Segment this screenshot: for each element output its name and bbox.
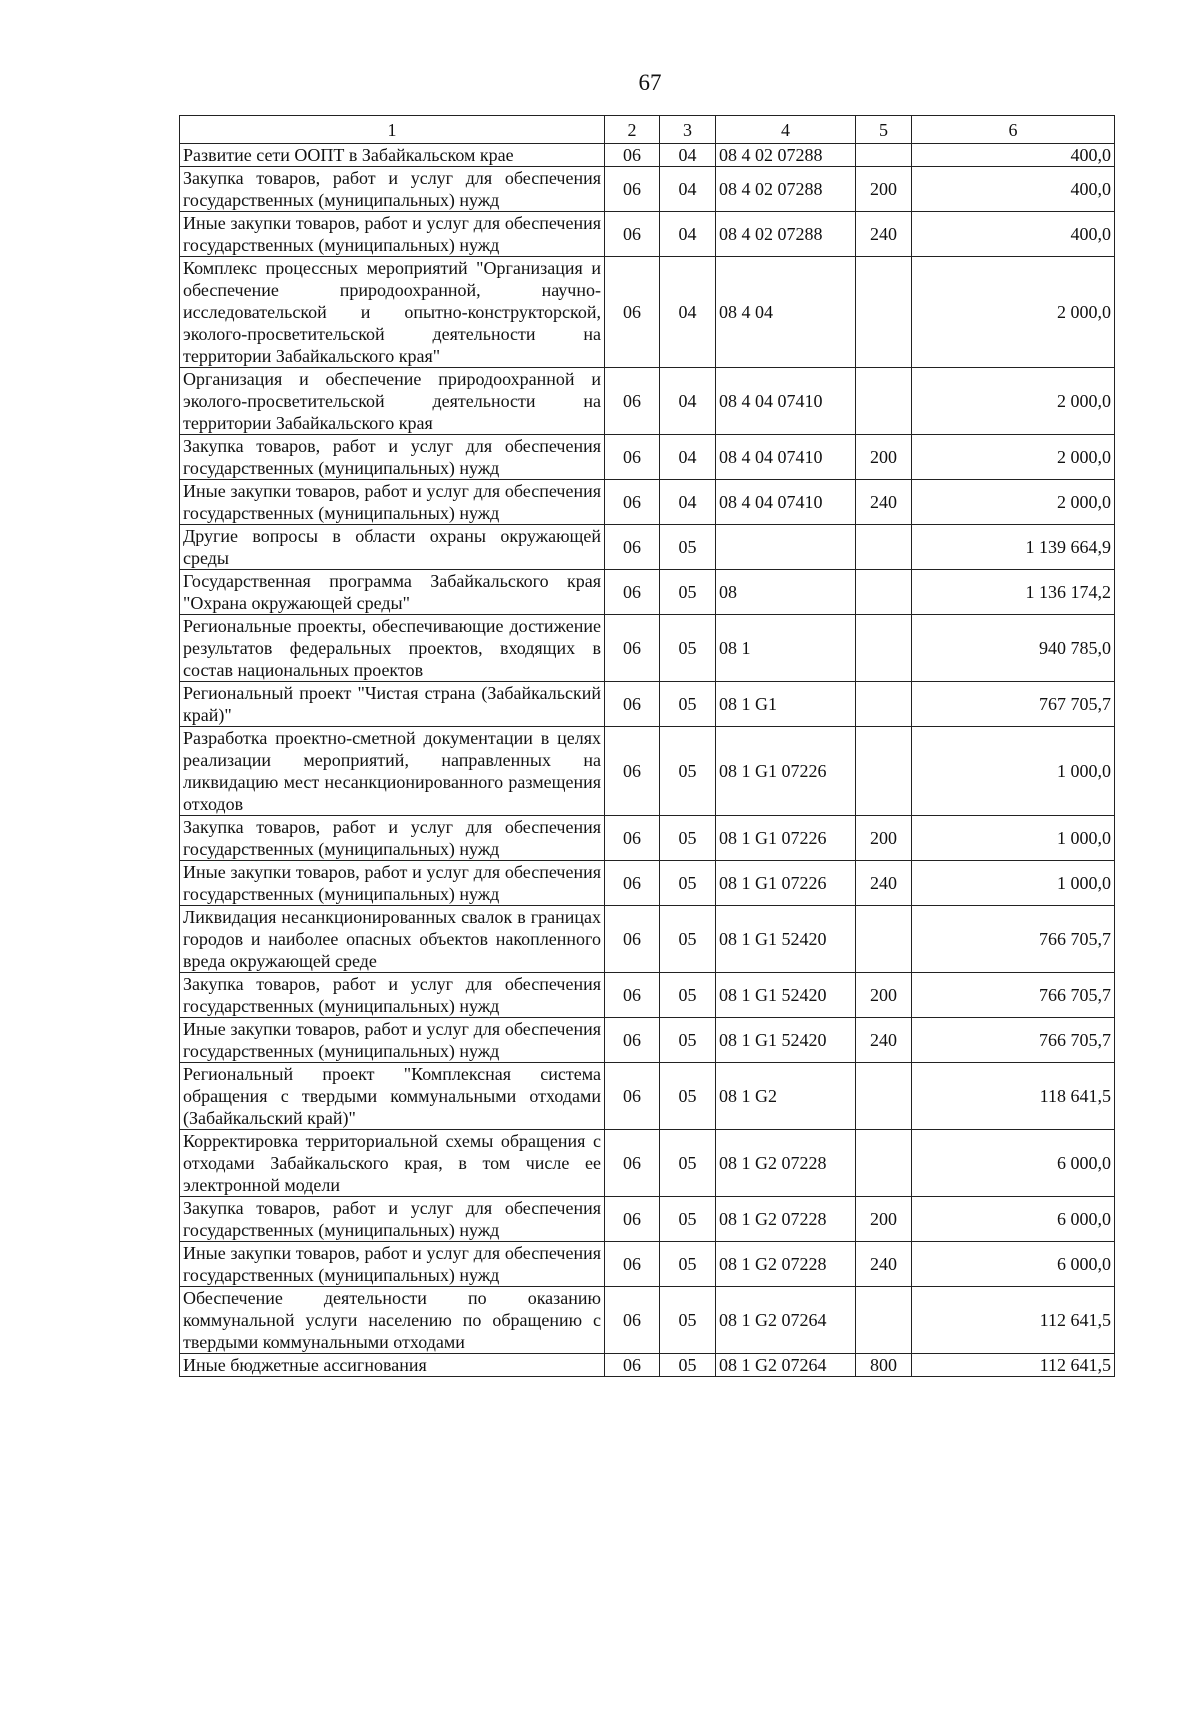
section-code: 06 — [605, 167, 660, 212]
section-code: 06 — [605, 480, 660, 525]
expense-type: 240 — [856, 1242, 912, 1287]
item-name: Закупка товаров, работ и услуг для обеспечения государственных (муниципальных) нужд — [180, 435, 605, 480]
item-name: Закупка товаров, работ и услуг для обеспечения государственных (муниципальных) нужд — [180, 167, 605, 212]
item-name: Иные закупки товаров, работ и услуг для обеспечения государственных (муниципальных) нужд — [180, 212, 605, 257]
target-article: 08 4 02 07288 — [716, 144, 856, 167]
subsection-code: 05 — [660, 861, 716, 906]
item-name: Комплекс процессных мероприятий "Организация и обеспечение природоохранной, научно-исследовательской и опытно-конструкторской, эколого-просветительской деятельности на территории Забайкальского края" — [180, 257, 605, 368]
expense-type: 200 — [856, 435, 912, 480]
budget-table — [179, 115, 1115, 1377]
subsection-code: 05 — [660, 1130, 716, 1197]
amount: 766 705,7 — [912, 973, 1115, 1018]
expense-type — [856, 682, 912, 727]
table-row — [180, 861, 1115, 906]
expense-type: 240 — [856, 480, 912, 525]
amount: 1 139 664,9 — [912, 525, 1115, 570]
item-name: Региональный проект "Комплексная система обращения с твердыми коммунальными отходами (Забайкальский край)" — [180, 1063, 605, 1130]
section-code: 06 — [605, 435, 660, 480]
amount: 766 705,7 — [912, 1018, 1115, 1063]
expense-type — [856, 257, 912, 368]
subsection-code: 05 — [660, 1242, 716, 1287]
expense-type: 200 — [856, 816, 912, 861]
target-article: 08 1 G1 07226 — [716, 727, 856, 816]
subsection-code: 04 — [660, 167, 716, 212]
target-article: 08 4 04 — [716, 257, 856, 368]
item-name: Корректировка территориальной схемы обращения с отходами Забайкальского края, в том числе ее электронной модели — [180, 1130, 605, 1197]
subsection-code: 05 — [660, 1018, 716, 1063]
column-header: 6 — [912, 116, 1115, 144]
subsection-code: 05 — [660, 816, 716, 861]
amount: 1 000,0 — [912, 727, 1115, 816]
expense-type — [856, 1063, 912, 1130]
subsection-code: 04 — [660, 212, 716, 257]
subsection-code: 05 — [660, 1287, 716, 1354]
expense-type — [856, 1130, 912, 1197]
expense-type: 200 — [856, 167, 912, 212]
table-row — [180, 1130, 1115, 1197]
amount: 766 705,7 — [912, 906, 1115, 973]
amount: 1 000,0 — [912, 816, 1115, 861]
column-header: 2 — [605, 116, 660, 144]
subsection-code: 04 — [660, 144, 716, 167]
item-name: Организация и обеспечение природоохранной и эколого-просветительской деятельности на территории Забайкальского края — [180, 368, 605, 435]
expense-type — [856, 727, 912, 816]
subsection-code: 04 — [660, 368, 716, 435]
target-article: 08 4 04 07410 — [716, 480, 856, 525]
target-article: 08 4 04 07410 — [716, 368, 856, 435]
table-row — [180, 816, 1115, 861]
table-row — [180, 435, 1115, 480]
amount: 6 000,0 — [912, 1130, 1115, 1197]
item-name: Иные закупки товаров, работ и услуг для обеспечения государственных (муниципальных) нужд — [180, 1242, 605, 1287]
table-row — [180, 615, 1115, 682]
column-header: 3 — [660, 116, 716, 144]
amount: 400,0 — [912, 144, 1115, 167]
target-article: 08 1 — [716, 615, 856, 682]
expense-type — [856, 615, 912, 682]
section-code: 06 — [605, 861, 660, 906]
section-code: 06 — [605, 212, 660, 257]
expense-type: 240 — [856, 212, 912, 257]
column-header: 5 — [856, 116, 912, 144]
item-name: Государственная программа Забайкальского края "Охрана окружающей среды" — [180, 570, 605, 615]
item-name: Региональные проекты, обеспечивающие достижение результатов федеральных проектов, входящих в состав национальных проектов — [180, 615, 605, 682]
amount: 2 000,0 — [912, 368, 1115, 435]
expense-type: 240 — [856, 861, 912, 906]
table-row — [180, 1242, 1115, 1287]
table-row — [180, 1197, 1115, 1242]
table-row — [180, 570, 1115, 615]
section-code: 06 — [605, 1197, 660, 1242]
amount: 940 785,0 — [912, 615, 1115, 682]
section-code: 06 — [605, 906, 660, 973]
table-row — [180, 973, 1115, 1018]
target-article: 08 1 G2 07228 — [716, 1130, 856, 1197]
subsection-code: 05 — [660, 1063, 716, 1130]
table-row — [180, 1018, 1115, 1063]
expense-type: 200 — [856, 973, 912, 1018]
table-row — [180, 368, 1115, 435]
section-code: 06 — [605, 144, 660, 167]
table-row — [180, 525, 1115, 570]
section-code: 06 — [605, 1063, 660, 1130]
target-article: 08 1 G2 07228 — [716, 1197, 856, 1242]
target-article: 08 1 G1 — [716, 682, 856, 727]
target-article: 08 1 G2 — [716, 1063, 856, 1130]
amount: 767 705,7 — [912, 682, 1115, 727]
expense-type — [856, 570, 912, 615]
amount: 1 136 174,2 — [912, 570, 1115, 615]
page-number: 67 — [638, 70, 662, 95]
expense-type: 200 — [856, 1197, 912, 1242]
expense-type: 800 — [856, 1354, 912, 1377]
header-row — [180, 116, 1115, 144]
target-article: 08 1 G2 07228 — [716, 1242, 856, 1287]
section-code: 06 — [605, 816, 660, 861]
expense-type — [856, 368, 912, 435]
expense-type: 240 — [856, 1018, 912, 1063]
item-name: Закупка товаров, работ и услуг для обеспечения государственных (муниципальных) нужд — [180, 973, 605, 1018]
item-name: Закупка товаров, работ и услуг для обеспечения государственных (муниципальных) нужд — [180, 816, 605, 861]
amount: 400,0 — [912, 167, 1115, 212]
item-name: Иные закупки товаров, работ и услуг для обеспечения государственных (муниципальных) нужд — [180, 861, 605, 906]
table-row — [180, 144, 1115, 167]
item-name: Иные закупки товаров, работ и услуг для обеспечения государственных (муниципальных) нужд — [180, 1018, 605, 1063]
amount: 6 000,0 — [912, 1197, 1115, 1242]
table-row — [180, 682, 1115, 727]
subsection-code: 05 — [660, 525, 716, 570]
subsection-code: 05 — [660, 727, 716, 816]
item-name: Иные закупки товаров, работ и услуг для обеспечения государственных (муниципальных) нужд — [180, 480, 605, 525]
amount: 2 000,0 — [912, 480, 1115, 525]
item-name: Обеспечение деятельности по оказанию коммунальной услуги населению по обращению с твердыми коммунальными отходами — [180, 1287, 605, 1354]
target-article: 08 1 G2 07264 — [716, 1354, 856, 1377]
section-code: 06 — [605, 1354, 660, 1377]
item-name: Иные бюджетные ассигнования — [180, 1354, 605, 1377]
section-code: 06 — [605, 1018, 660, 1063]
table-row — [180, 727, 1115, 816]
table-row — [180, 257, 1115, 368]
subsection-code: 05 — [660, 682, 716, 727]
target-article: 08 1 G1 52420 — [716, 906, 856, 973]
amount: 400,0 — [912, 212, 1115, 257]
expense-type — [856, 906, 912, 973]
amount: 112 641,5 — [912, 1287, 1115, 1354]
amount: 1 000,0 — [912, 861, 1115, 906]
subsection-code: 05 — [660, 1354, 716, 1377]
item-name: Разработка проектно-сметной документации в целях реализации мероприятий, направленных на ликвидацию мест несанкционированного размещения отходов — [180, 727, 605, 816]
amount: 6 000,0 — [912, 1242, 1115, 1287]
target-article: 08 4 02 07288 — [716, 212, 856, 257]
section-code: 06 — [605, 257, 660, 368]
target-article: 08 — [716, 570, 856, 615]
table-row — [180, 480, 1115, 525]
item-name: Региональный проект "Чистая страна (Забайкальский край)" — [180, 682, 605, 727]
table-row — [180, 167, 1115, 212]
table-row — [180, 906, 1115, 973]
item-name: Развитие сети ООПТ в Забайкальском крае — [180, 144, 605, 167]
section-code: 06 — [605, 615, 660, 682]
subsection-code: 05 — [660, 906, 716, 973]
item-name: Другие вопросы в области охраны окружающей среды — [180, 525, 605, 570]
amount: 118 641,5 — [912, 1063, 1115, 1130]
section-code: 06 — [605, 973, 660, 1018]
target-article: 08 1 G1 52420 — [716, 1018, 856, 1063]
subsection-code: 05 — [660, 973, 716, 1018]
table-row — [180, 1287, 1115, 1354]
section-code: 06 — [605, 682, 660, 727]
subsection-code: 04 — [660, 435, 716, 480]
amount: 2 000,0 — [912, 435, 1115, 480]
subsection-code: 05 — [660, 1197, 716, 1242]
amount: 112 641,5 — [912, 1354, 1115, 1377]
subsection-code: 05 — [660, 570, 716, 615]
section-code: 06 — [605, 1287, 660, 1354]
subsection-code: 04 — [660, 257, 716, 368]
target-article: 08 1 G2 07264 — [716, 1287, 856, 1354]
item-name: Ликвидация несанкционированных свалок в границах городов и наиболее опасных объектов накопленного вреда окружающей среде — [180, 906, 605, 973]
target-article: 08 1 G1 52420 — [716, 973, 856, 1018]
table-row — [180, 1354, 1115, 1377]
expense-type — [856, 1287, 912, 1354]
table-row — [180, 1063, 1115, 1130]
expense-type — [856, 525, 912, 570]
amount: 2 000,0 — [912, 257, 1115, 368]
target-article: 08 4 02 07288 — [716, 167, 856, 212]
section-code: 06 — [605, 368, 660, 435]
section-code: 06 — [605, 525, 660, 570]
target-article — [716, 525, 856, 570]
column-header: 1 — [180, 116, 605, 144]
subsection-code: 05 — [660, 615, 716, 682]
item-name: Закупка товаров, работ и услуг для обеспечения государственных (муниципальных) нужд — [180, 1197, 605, 1242]
subsection-code: 04 — [660, 480, 716, 525]
target-article: 08 1 G1 07226 — [716, 816, 856, 861]
table-body — [180, 144, 1115, 1377]
expense-type — [856, 144, 912, 167]
target-article: 08 4 04 07410 — [716, 435, 856, 480]
column-header: 4 — [716, 116, 856, 144]
section-code: 06 — [605, 570, 660, 615]
section-code: 06 — [605, 727, 660, 816]
section-code: 06 — [605, 1242, 660, 1287]
section-code: 06 — [605, 1130, 660, 1197]
table-row — [180, 212, 1115, 257]
target-article: 08 1 G1 07226 — [716, 861, 856, 906]
